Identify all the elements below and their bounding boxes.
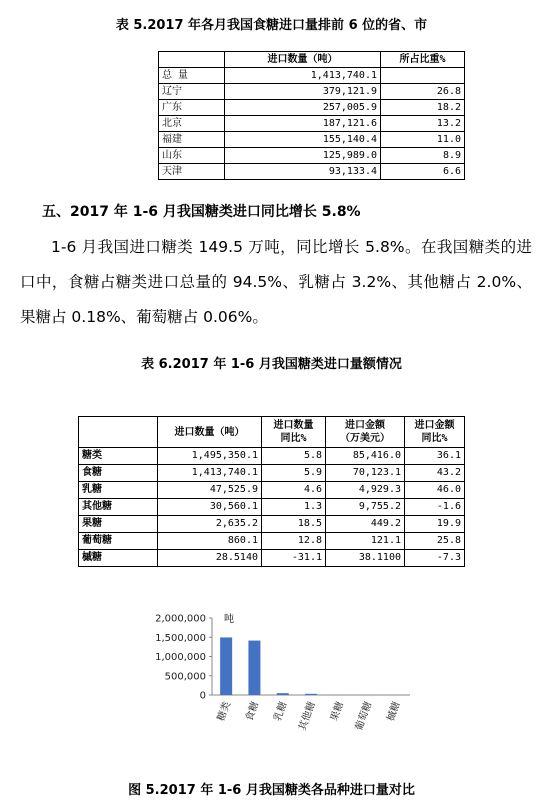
table-header-row — [79, 417, 465, 448]
header-cell: 进口数量（吨） — [225, 52, 381, 68]
cell-type: 乳糖 — [79, 482, 158, 499]
unit-label: 吨 — [224, 614, 234, 625]
table-row — [159, 116, 465, 132]
table-row — [79, 499, 465, 516]
bar — [277, 693, 289, 695]
chart-x-labels — [214, 700, 403, 733]
table-header-row — [159, 52, 465, 68]
table6 — [78, 416, 465, 567]
x-category-label: 乳糖 — [272, 700, 290, 723]
cell-quantity: 30,560.1 — [158, 499, 262, 516]
cell-share: 11.0 — [381, 132, 465, 148]
y-tick-label: 1,000,000 — [155, 652, 206, 663]
table-row — [79, 482, 465, 499]
x-category-label: 其他糖 — [297, 700, 318, 733]
cell-amount-yoy: 19.9 — [405, 516, 465, 533]
cell-region: 福建 — [159, 132, 225, 148]
y-tick-label: 0 — [199, 690, 206, 702]
cell-amount: 121.1 — [326, 533, 405, 550]
header-cell: 进口数量 同比% — [262, 417, 326, 448]
cell-quantity-yoy: -31.1 — [262, 550, 326, 567]
cell-quantity: 379,121.9 — [225, 84, 381, 100]
header-cell: 所占比重% — [381, 52, 465, 68]
cell-quantity: 155,140.4 — [225, 132, 381, 148]
header-cell — [79, 417, 158, 448]
import-volume-bar-chart — [0, 600, 543, 770]
cell-share: 13.2 — [381, 116, 465, 132]
table-row — [79, 448, 465, 465]
cell-amount-yoy: 46.0 — [405, 482, 465, 499]
cell-amount-yoy: 25.8 — [405, 533, 465, 550]
cell-share: 18.2 — [381, 100, 465, 116]
y-tick-label: 1,500,000 — [155, 632, 206, 644]
table-row — [159, 100, 465, 116]
cell-quantity-yoy: 4.6 — [262, 482, 326, 499]
cell-quantity: 860.1 — [158, 533, 262, 550]
cell-amount: 85,416.0 — [326, 448, 405, 465]
cell-quantity: 1,495,350.1 — [158, 448, 262, 465]
header-cell — [159, 52, 225, 68]
section-heading: 五、2017 年 1-6 月我国糖类进口同比增长 5.8% — [42, 204, 361, 220]
cell-quantity: 1,413,740.1 — [225, 68, 381, 84]
table6-caption: 表 6.2017 年 1-6 月我国糖类进口量额情况 — [141, 357, 402, 372]
cell-type: 食糖 — [79, 465, 158, 482]
table-row — [79, 550, 465, 567]
table-row — [159, 84, 465, 100]
cell-region: 天津 — [159, 164, 225, 180]
cell-region: 北京 — [159, 116, 225, 132]
header-cell: 进口数量（吨） — [158, 417, 262, 448]
cell-amount: 9,755.2 — [326, 499, 405, 516]
x-category-label: 果糖 — [328, 700, 347, 723]
table-row — [159, 68, 465, 84]
cell-quantity: 187,121.6 — [225, 116, 381, 132]
cell-type: 糖类 — [79, 448, 158, 465]
cell-quantity-yoy: 5.9 — [262, 465, 326, 482]
header-cell: 进口金额 同比% — [405, 417, 465, 448]
cell-share: 26.8 — [381, 84, 465, 100]
cell-region: 广东 — [159, 100, 225, 116]
cell-quantity: 28.5140 — [158, 550, 262, 567]
x-category-label: 食糖 — [244, 700, 262, 723]
cell-share: 8.9 — [381, 148, 465, 164]
cell-share — [381, 68, 465, 84]
cell-quantity: 1,413,740.1 — [158, 465, 262, 482]
table-row — [79, 516, 465, 533]
cell-quantity: 93,133.4 — [225, 164, 381, 180]
table5-caption: 表 5.2017 年各月我国食糖进口量排前 6 位的省、市 — [115, 18, 428, 33]
y-tick-label: 2,000,000 — [155, 613, 206, 625]
chart-bars — [220, 637, 402, 695]
bar — [220, 637, 232, 695]
cell-type: 葡萄糖 — [79, 533, 158, 550]
cell-amount-yoy: 43.2 — [405, 465, 465, 482]
cell-amount: 449.2 — [326, 516, 405, 533]
table-row — [79, 533, 465, 550]
table-row — [79, 465, 465, 482]
cell-region: 总 量 — [159, 68, 225, 84]
chart-y-ticks — [155, 614, 212, 702]
cell-type: 其他糖 — [79, 499, 158, 516]
cell-region: 辽宁 — [159, 84, 225, 100]
table-row — [159, 148, 465, 164]
table5 — [158, 51, 465, 180]
cell-amount: 4,929.3 — [326, 482, 405, 499]
table-row — [159, 164, 465, 180]
cell-type: 槭糖 — [79, 550, 158, 567]
cell-amount: 70,123.1 — [326, 465, 405, 482]
cell-amount-yoy: 36.1 — [405, 448, 465, 465]
cell-quantity-yoy: 18.5 — [262, 516, 326, 533]
bar — [305, 694, 317, 695]
cell-quantity: 257,005.9 — [225, 100, 381, 116]
cell-quantity: 125,989.0 — [225, 148, 381, 164]
header-cell: 进口金额 （万美元） — [326, 417, 405, 448]
cell-type: 果糖 — [79, 516, 158, 533]
figure-caption: 图 5.2017 年 1-6 月我国糖类各品种进口量对比 — [128, 783, 415, 798]
cell-region: 山东 — [159, 148, 225, 164]
cell-amount: 38.1100 — [326, 550, 405, 567]
cell-quantity-yoy: 5.8 — [262, 448, 326, 465]
bar — [248, 641, 260, 695]
cell-share: 6.6 — [381, 164, 465, 180]
y-tick-label: 500,000 — [164, 671, 206, 683]
table-row — [159, 132, 465, 148]
cell-amount-yoy: -1.6 — [405, 499, 465, 516]
body-paragraph: 1-6 月我国进口糖类 149.5 万吨，同比增长 5.8%。在我国糖类的进口中，食糖占糖类进口总量的 94.5%、乳糖占 3.2%、其他糖占 2.0%、果糖占 0.18%、葡萄糖占 0.06%。 — [20, 238, 532, 326]
x-category-label: 糖类 — [215, 700, 233, 723]
x-category-label: 槭糖 — [385, 700, 403, 723]
x-category-label: 葡萄糖 — [353, 700, 375, 733]
cell-quantity-yoy: 1.3 — [262, 499, 326, 516]
cell-amount-yoy: -7.3 — [405, 550, 465, 567]
cell-quantity-yoy: 12.8 — [262, 533, 326, 550]
cell-quantity: 2,635.2 — [158, 516, 262, 533]
chart-axes — [212, 618, 410, 695]
cell-quantity: 47,525.9 — [158, 482, 262, 499]
